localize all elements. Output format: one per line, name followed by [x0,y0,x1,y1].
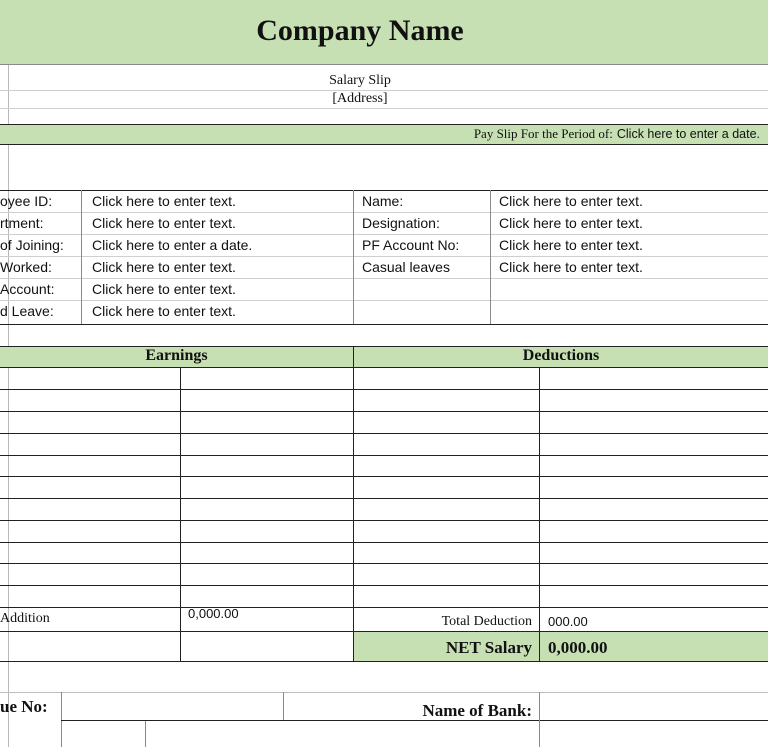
earnings-heading: Earnings [145,347,208,364]
paid-leave-field[interactable]: Click here to enter text. [92,303,236,319]
name-field[interactable]: Click here to enter text. [499,193,643,209]
bank-name-label: Name of Bank: [422,701,532,720]
department-label: rtment: [0,215,44,231]
joining-date-field[interactable]: Click here to enter a date. [92,237,253,253]
pay-period-label: Pay Slip For the Period of: [473,126,613,141]
total-addition-value[interactable]: 0,000.00 [188,606,239,621]
joining-date-label: of Joining: [0,237,64,253]
pf-account-field[interactable]: Click here to enter text. [499,237,643,253]
total-addition-label: Addition [0,611,50,626]
casual-leaves-field[interactable]: Click here to enter text. [499,259,643,275]
cheque-no-label: ue No: [0,697,48,716]
net-salary-value[interactable]: 0,000.00 [548,638,608,657]
pay-period [474,126,760,142]
total-deduction-label: Total Deduction [441,614,532,629]
paid-leave-label: d Leave: [0,303,54,319]
sheet-left-edge [8,0,9,747]
name-label: Name: [362,193,404,209]
pay-period-date-field[interactable]: Click here to enter a date. [616,127,760,141]
employee-id-label: oyee ID: [0,193,53,209]
department-field[interactable]: Click here to enter text. [92,215,236,231]
company-name: Company Name [256,14,464,47]
bank-account-label: Account: [0,281,55,297]
days-worked-field[interactable]: Click here to enter text. [92,259,236,275]
cheque-no-field[interactable] [62,693,282,719]
casual-leaves-label: Casual leaves [362,259,450,275]
deductions-heading: Deductions [522,347,600,364]
bank-name-field[interactable] [540,693,768,719]
bank-account-field[interactable]: Click here to enter text. [92,281,236,297]
net-salary-label: NET Salary [445,638,532,657]
company-address: [Address] [332,91,388,106]
employee-id-field[interactable]: Click here to enter text. [92,193,236,209]
days-worked-label: Worked: [0,259,52,275]
total-deduction-value[interactable]: 000.00 [548,614,588,629]
pf-account-label: PF Account No: [362,237,460,253]
doc-title: Salary Slip [329,73,391,88]
designation-label: Designation: [362,215,440,231]
designation-field[interactable]: Click here to enter text. [499,215,643,231]
